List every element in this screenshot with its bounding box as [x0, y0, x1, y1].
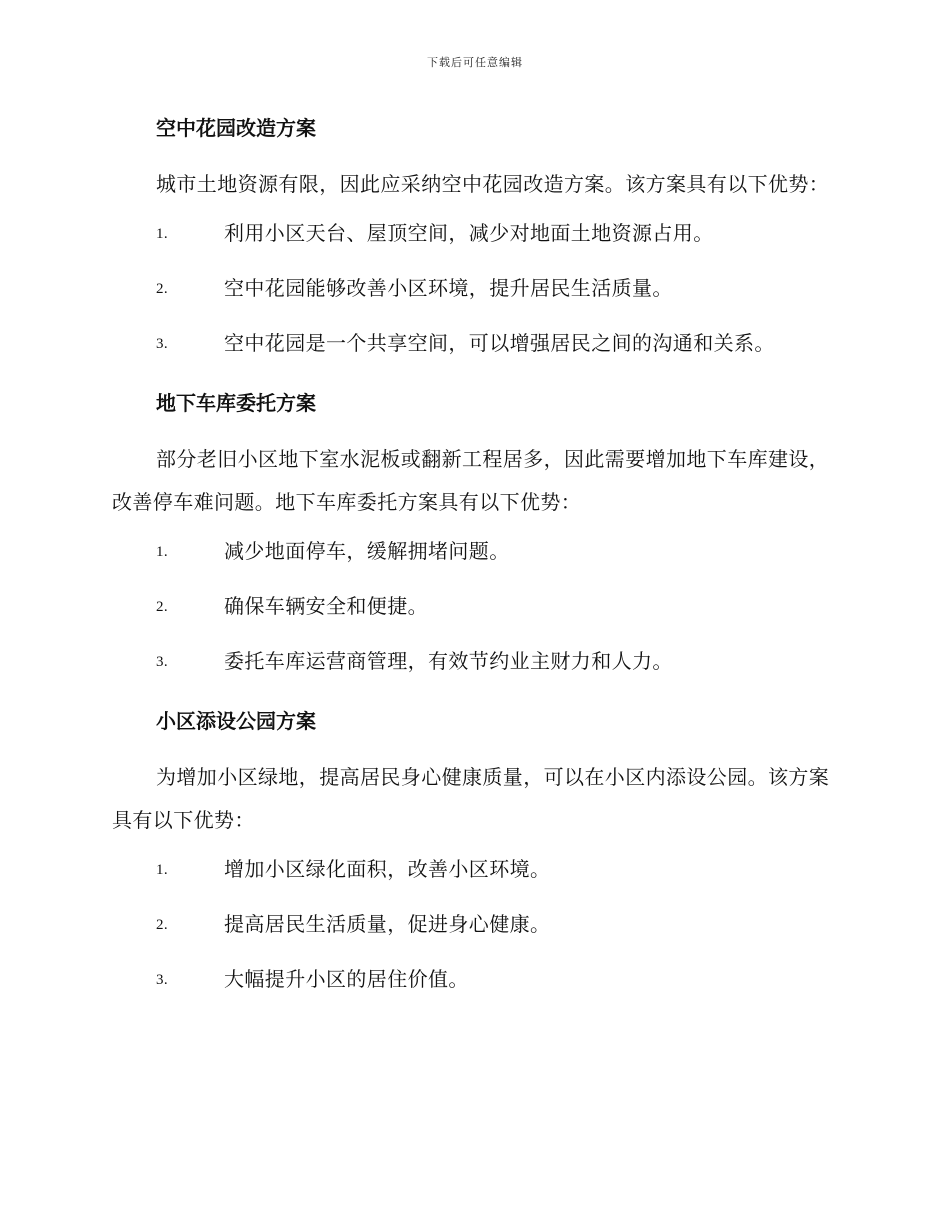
- list-number: 3.: [156, 654, 169, 670]
- list-number: 2.: [156, 599, 169, 615]
- list-number: 3.: [156, 972, 169, 988]
- list-number: 2.: [156, 281, 169, 297]
- list-number: 1.: [156, 226, 169, 242]
- list-number: 1.: [156, 862, 169, 878]
- section-paragraph: 为增加小区绿地，提高居民身心健康质量，可以在小区内添设公园。该方案具有以下优势：: [112, 765, 830, 832]
- section-heading: 地下车库委托方案: [156, 391, 316, 415]
- list-number: 3.: [156, 336, 169, 352]
- list-text: 委托车库运营商管理，有效节约业主财力和人力。: [224, 649, 673, 673]
- advantage-list: [112, 218, 834, 383]
- section-sky-garden: [112, 108, 834, 383]
- list-text: 大幅提升小区的居住价值。: [224, 967, 469, 991]
- list-item: [112, 591, 834, 646]
- list-item: [112, 964, 834, 1019]
- list-number: 2.: [156, 917, 169, 933]
- list-item: [112, 218, 834, 273]
- list-item: [112, 328, 834, 383]
- list-item: [112, 909, 834, 964]
- page-header-note: 下载后可任意编辑: [427, 56, 523, 69]
- section-paragraph: 城市土地资源有限，因此应采纳空中花园改造方案。该方案具有以下优势：: [156, 172, 830, 196]
- list-item: [112, 854, 834, 909]
- section-underground-garage: [112, 383, 834, 701]
- list-text: 减少地面停车，缓解拥堵问题。: [224, 539, 510, 563]
- list-item: [112, 273, 834, 328]
- list-item: [112, 646, 834, 701]
- list-text: 利用小区天台、屋顶空间，减少对地面土地资源占用。: [224, 221, 714, 245]
- section-paragraph: 部分老旧小区地下室水泥板或翻新工程居多，因此需要增加地下车库建设，改善停车难问题。地下车库委托方案具有以下优势：: [112, 447, 830, 514]
- document-body: [112, 108, 834, 1019]
- advantage-list: [112, 854, 834, 1019]
- list-text: 空中花园是一个共享空间，可以增强居民之间的沟通和关系。: [224, 331, 775, 355]
- section-community-park: [112, 701, 834, 1019]
- list-item: [112, 536, 834, 591]
- section-heading: 空中花园改造方案: [156, 116, 316, 140]
- list-number: 1.: [156, 544, 169, 560]
- list-text: 增加小区绿化面积，改善小区环境。: [224, 857, 551, 881]
- list-text: 确保车辆安全和便捷。: [224, 594, 428, 618]
- section-heading: 小区添设公园方案: [156, 709, 316, 733]
- list-text: 空中花园能够改善小区环境，提升居民生活质量。: [224, 276, 673, 300]
- advantage-list: [112, 536, 834, 701]
- list-text: 提高居民生活质量，促进身心健康。: [224, 912, 551, 936]
